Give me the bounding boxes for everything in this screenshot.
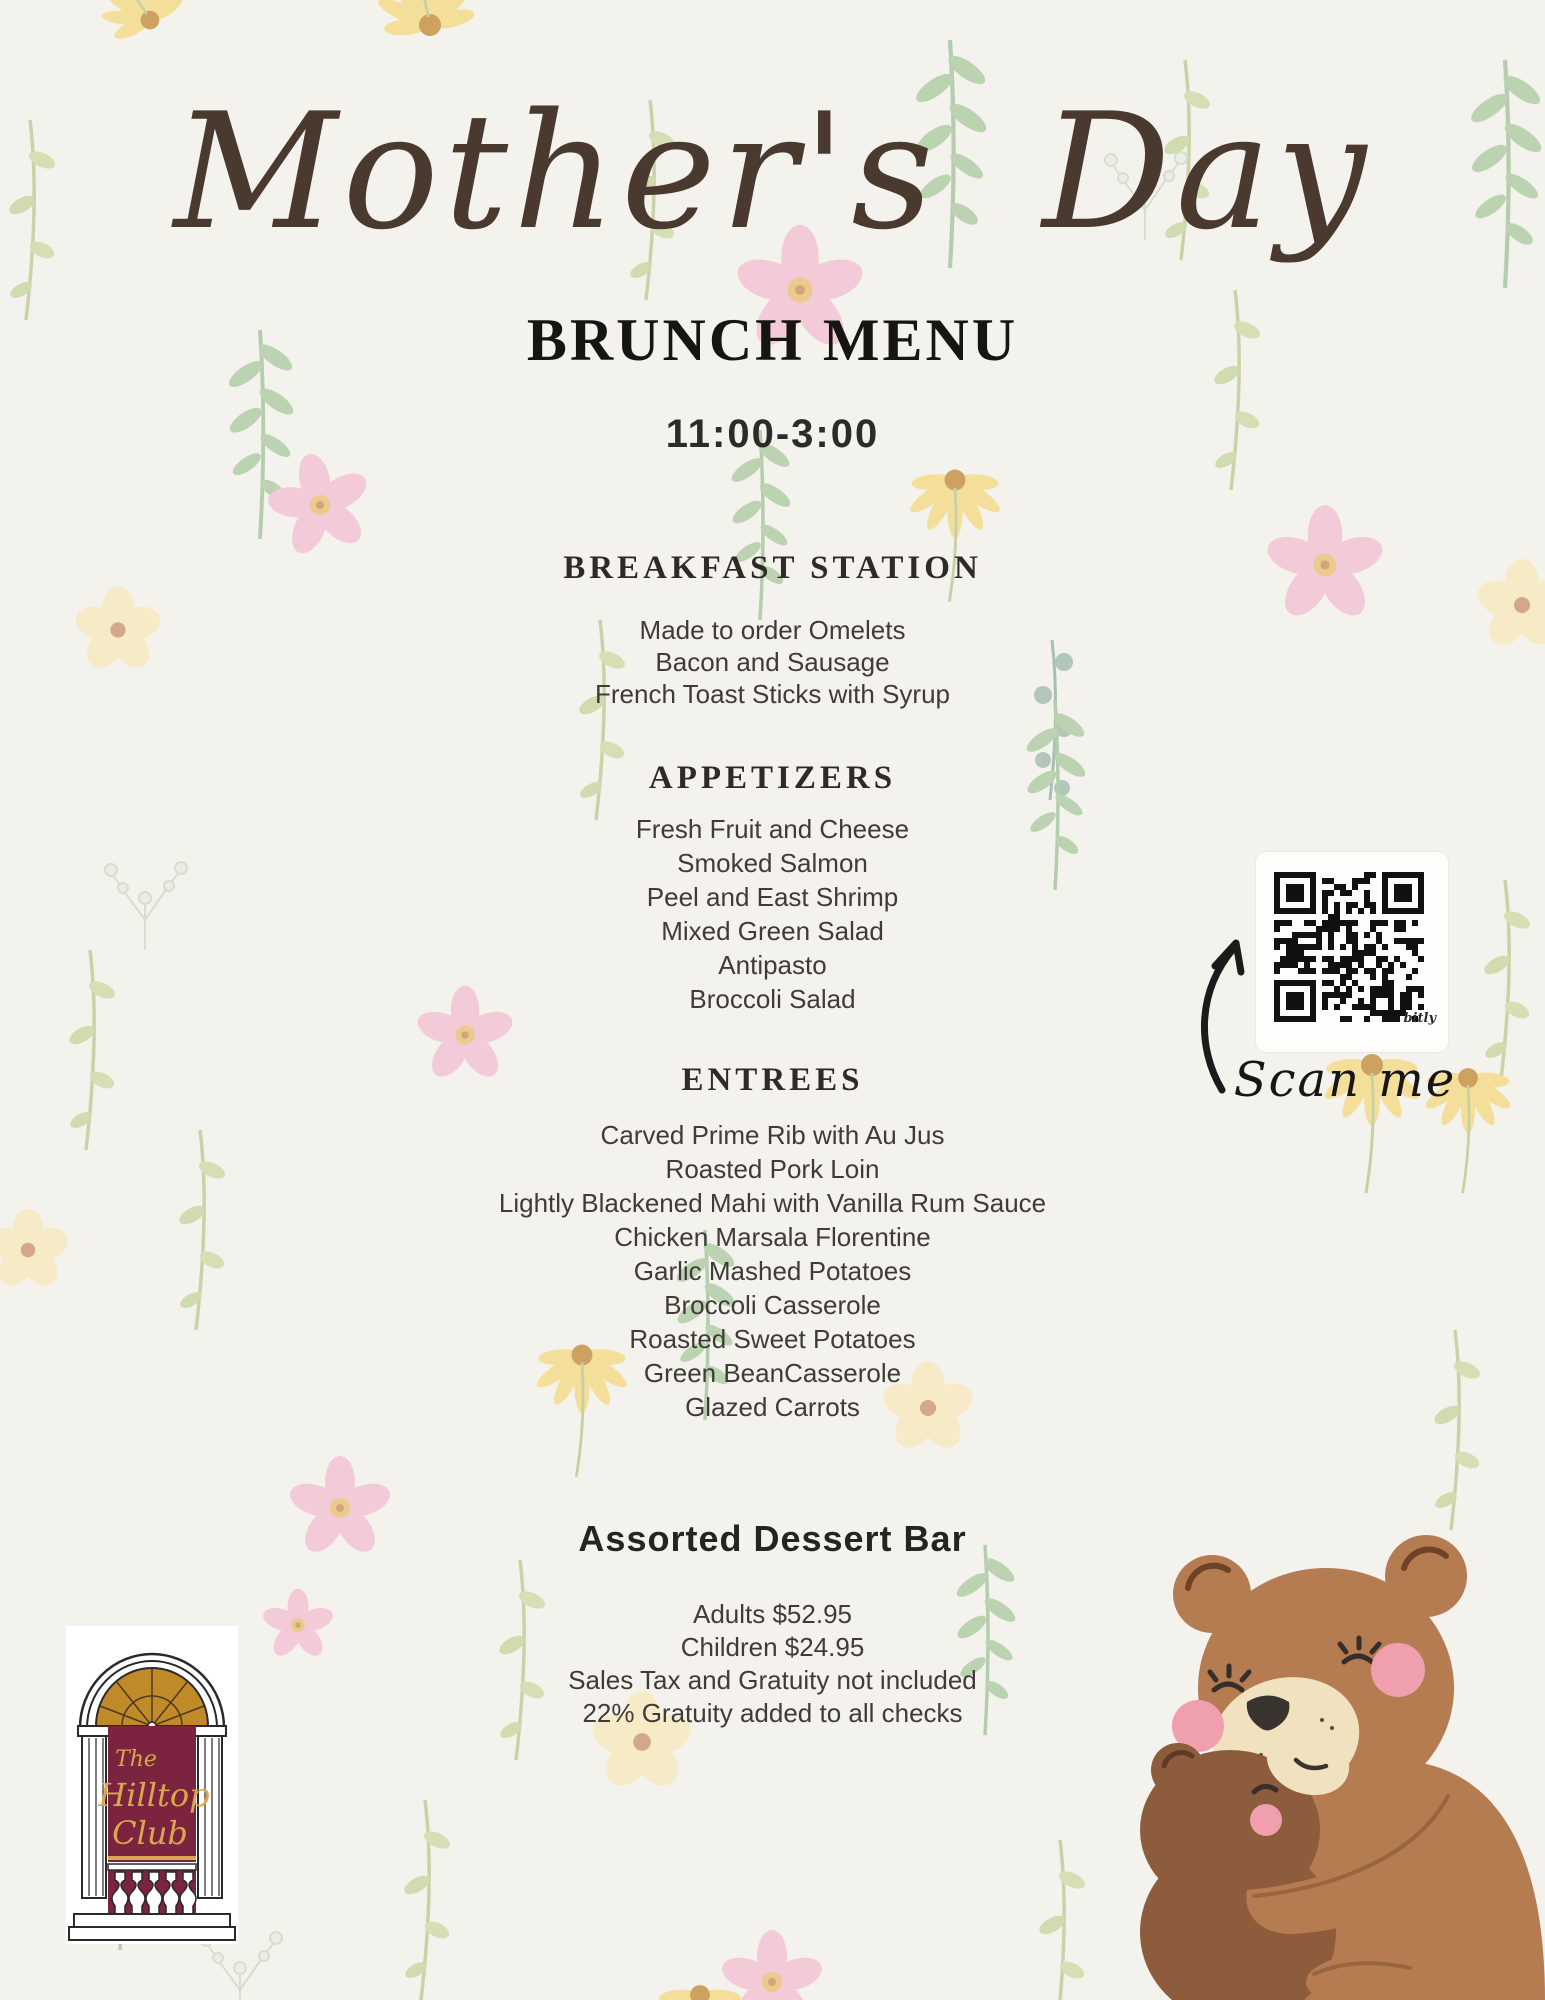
logo-text-club: Club [112,1814,188,1852]
scan-me-label: Scan me [1233,1052,1457,1108]
menu-item: Mixed Green Salad [661,916,884,946]
dessert-heading: Assorted Dessert Bar [578,1518,967,1559]
menu-item: Broccoli Casserole [664,1290,881,1320]
menu-item: Glazed Carrots [685,1392,860,1422]
bitly-mark: bitly [1403,1011,1436,1026]
menu-item: Fresh Fruit and Cheese [635,814,910,844]
menu-item: Roasted Pork Loin [665,1154,880,1184]
menu-item: Garlic Mashed Potatoes [633,1256,912,1286]
menu-subtitle: BRUNCH MENU [526,307,1019,373]
menu-item: French Toast Sticks with Syrup [595,679,950,709]
menu-item: Roasted Sweet Potatoes [629,1324,916,1354]
menu-item: Bacon and Sausage [655,647,890,677]
entree-items [0,1118,1545,1424]
menu-item: Antipasto [718,950,827,980]
hilltop-club-logo [66,1626,238,1944]
section-heading-entrees: ENTREES [681,1062,864,1098]
service-hours: 11:00-3:00 [665,412,880,456]
menu-item: Broccoli Salad [689,984,856,1014]
logo-text-the: The [115,1747,157,1772]
section-heading-appetizers: APPETIZERS [648,760,897,796]
price-adults: Adults $52.95 [692,1599,852,1629]
qr-code-card [1256,852,1448,1052]
gratuity-note: 22% Gratuity added to all checks [582,1698,963,1728]
breakfast-items [0,614,1545,710]
menu-item: Made to order Omelets [639,615,906,645]
menu-item: Smoked Salmon [677,848,868,878]
page-title: Mother's Day [173,78,1372,265]
menu-item: Green BeanCasserole [643,1358,902,1388]
menu-item: Lightly Blackened Mahi with Vanilla Rum Sauce [498,1188,1047,1218]
price-children: Children $24.95 [680,1632,865,1662]
tax-note: Sales Tax and Gratuity not included [568,1665,977,1695]
menu-item: Peel and East Shrimp [646,882,899,912]
logo-text-hilltop: Hilltop [98,1776,210,1814]
menu-item: Carved Prime Rib with Au Jus [600,1120,945,1150]
section-heading-breakfast-station: BREAKFAST STATION [563,550,982,586]
qr-code-icon [1274,872,1430,1028]
menu-item: Chicken Marsala Florentine [614,1222,931,1252]
mother-bear-and-cub-illustration [1126,1530,1545,2000]
